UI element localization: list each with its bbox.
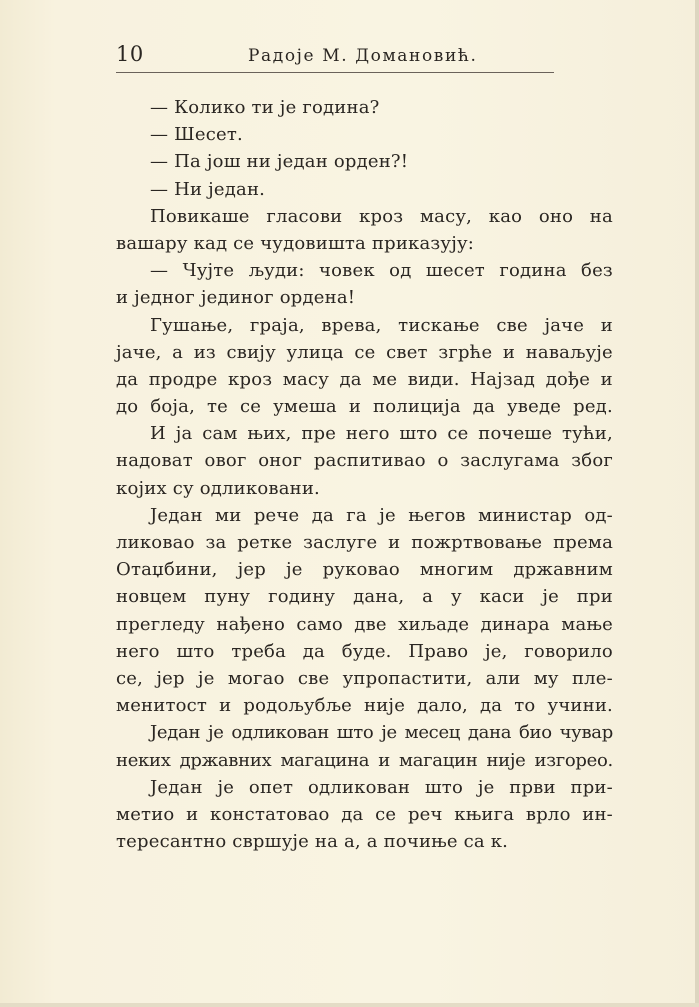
text-line: до боја, те се умеша и полиција да уведе ред. [116,396,613,418]
page-edge [695,0,699,1007]
text-line: новцем пуну годину дана, а у каси је при [116,586,613,608]
text-line: којих су одликовани. [116,477,320,499]
text-line: Један је опет одликован што је први при- [150,776,613,798]
body-text [116,94,613,855]
text-line: него што треба да буде. Право је, говорило [116,640,613,662]
text-line: ликовао за ретке заслуге и пожртвовање према [116,532,613,553]
text-line: вашару кад се чудовишта приказују: [116,232,475,254]
page-bottom-edge [0,1003,699,1007]
text-line: метио и констатовао да се реч књига врло ин- [116,803,613,825]
text-line: — Шесет. [150,124,243,146]
text-line: неких државних магацина и магацин није изгорео. [116,749,613,771]
text-line: се, јер је могао све упропастити, али му пле- [116,667,613,689]
text-line: — Па још ни један орден?! [150,151,409,173]
page-header [116,40,556,72]
text-line: менитост и родољубље није дало, да то учини. [116,695,613,717]
text-line: надоват овог оног распитивао о заслугама због [116,450,613,472]
text-line: тересантно свршује на а, а почиње са к. [116,831,509,853]
text-line: и једног јединог ордена! [116,287,356,309]
text-line: Отаџбини, јер је руковао многим државним [116,559,613,581]
text-line: — Ни један. [150,178,266,200]
header-rule [116,72,554,73]
page-number: 10 [116,42,144,66]
running-title: Радоје М. Домановић. [248,46,478,66]
text-line: Један ми рече да га је његов министар од- [150,504,613,526]
text-line: — Колико ти је година? [150,97,380,118]
text-line: — Чујте људи: човек од шесет година без [150,260,613,282]
text-line: да продре кроз масу да ме види. Најзад дође и [116,368,613,390]
text-line: И ја сам њих, пре него што се почеше тући, [150,423,613,445]
text-line: Повикаше гласови кроз масу, као оно на [150,205,613,227]
text-line: Један је одликован што је месец дана био чувар [150,722,613,744]
text-line: јаче, а из свију улица се свет згрће и наваљује [116,341,613,363]
text-line: прегледу нађено само две хиљаде динара мање [116,613,613,635]
text-line: Гушање, граја, врева, тискање све јаче и [150,314,613,336]
